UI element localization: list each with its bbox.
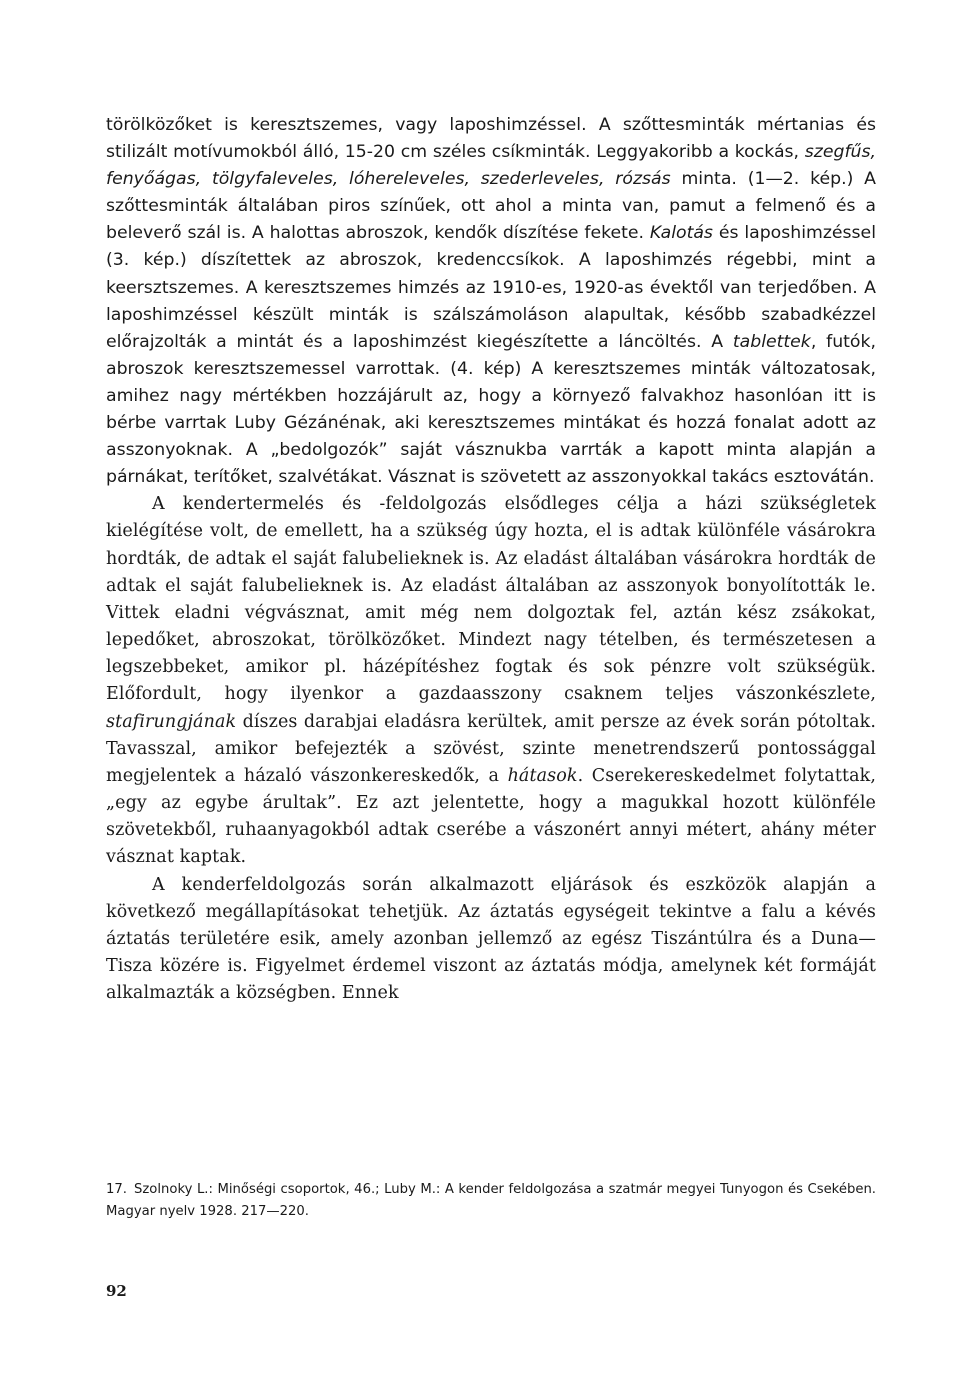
italic-term: szegfűs, fenyőágas, tölgyfaleveles, lóhereleveles, szederleveles, rózsás [106, 142, 876, 190]
text-run: A kendertermelés és -feldolgozás elsődleges célja a házi szükségletek kielégítése volt, de emellett, ha a szükség úgy hozta, el is adtak különféle vásárokra hordták, de adtak el saját falubelieknek is. Az eladást általában vásárokra hordták de adtak el saját falubelieknek is. Az eladást általában az asszonyok bonyolították le. Vittek eladni végvásznat, amit még nem dolgoztak fel, aztán kész zsákokat, lepedőket, abroszokat, törölközőket. Mindezt nagy tételben, és természetesen a legszebbeket, amikor pl. házépítéshez fogtak és sok pénzre volt szükségük. Előfordult, hogy ilyenkor a gazdaasszony csaknem teljes vászonkészlete, [106, 494, 876, 705]
italic-term: hátasok [507, 765, 578, 786]
paragraph-3 [106, 872, 876, 1008]
page-number: 92 [106, 1282, 127, 1300]
text-run: . Cserekereskedelmet folytattak, „egy az egybe árultak”. Ez azt jelentette, hogy a magukkal hozott különféle szövetekből, ruhaanyagokból adtak cserébe a vászonért annyi métert, ahány méter vásznat kaptak. [106, 765, 876, 868]
text-run: minta. (1—2. kép.) A szőttesminták általában piros színűek, ott ahol a minta van, pamut a felmenő és a beleverő szál is. A halottas abroszok, kendők díszítése fekete. [106, 169, 876, 244]
italic-term: stafirungjának [106, 711, 237, 732]
italic-term: Kalotás [649, 223, 713, 244]
footnote-number: 17. [106, 1182, 127, 1197]
text-run: díszes darabjai eladásra kerültek, amit persze az évek során pótoltak. Tavasszal, amikor befejezték a szövést, szinte menetrendszerű pontossággal megjelentek a házaló vászonkereskedők, a [106, 711, 876, 786]
page-body [106, 112, 876, 1007]
italic-term: tablettek [732, 331, 811, 352]
paragraph-1 [106, 112, 876, 491]
paragraph-2 [106, 491, 876, 871]
text-run: , futók, abroszok keresztszemessel varrottak. (4. kép) A keresztszemes minták változatosak, amihez nagy mértékben hozzájárult az, hogy a környező falvakhoz hasonlóan itt is bérbe varrtak Luby Gézánénak, aki keresztszemes mintákat és hozzá fonalat adott az asszonyoknak. A „bedolgozók” saját vásznukba varrták a kapott minta alapján a párnákat, terítőket, szalvétákat. Vásznat is szövetett az asszonyokkal takács esztovátán. [106, 331, 877, 488]
text-run: A kenderfeldolgozás során alkalmazott eljárások és eszközök alapján a következő megállapításokat tehetjük. Az áztatás egységeit tekintve a falu a kévés áztatás területére esik, amely azonban jellemző az egész Tiszántúlra és a Duna—Tisza közére is. Figyelmet érdemel viszont az áztatás módja, amelynek két formáját alkalmazták a községben. Ennek [106, 874, 876, 1004]
footnote [106, 1179, 876, 1223]
text-run: törölközőket is keresztszemes, vagy laposhimzéssel. A szőttesminták mértanias és stilizált motívumokból álló, 15-20 cm széles csíkminták. Leggyakoribb a kockás, [106, 115, 876, 163]
footnote-text: Szolnoky L.: Minőségi csoportok, 46.; Luby M.: A kender feldolgozása a szatmár megyei Tunyogon és Csekében. Magyar nyelv 1928. 217—220. [106, 1182, 876, 1219]
text-run: és laposhimzéssel (3. kép.) díszítettek az abroszok, kredenccsíkok. A laposhimzés régebbi, mint a keersztszemes. A keresztszemes himzés az 1910-es, 1920-as évektől van terjedőben. A laposhimzéssel készült minták is szálszámoláson alapultak, később szabadkézzel előrajzolták a mintát és a laposhimzést kiegészítette a láncöltés. A [106, 223, 876, 352]
